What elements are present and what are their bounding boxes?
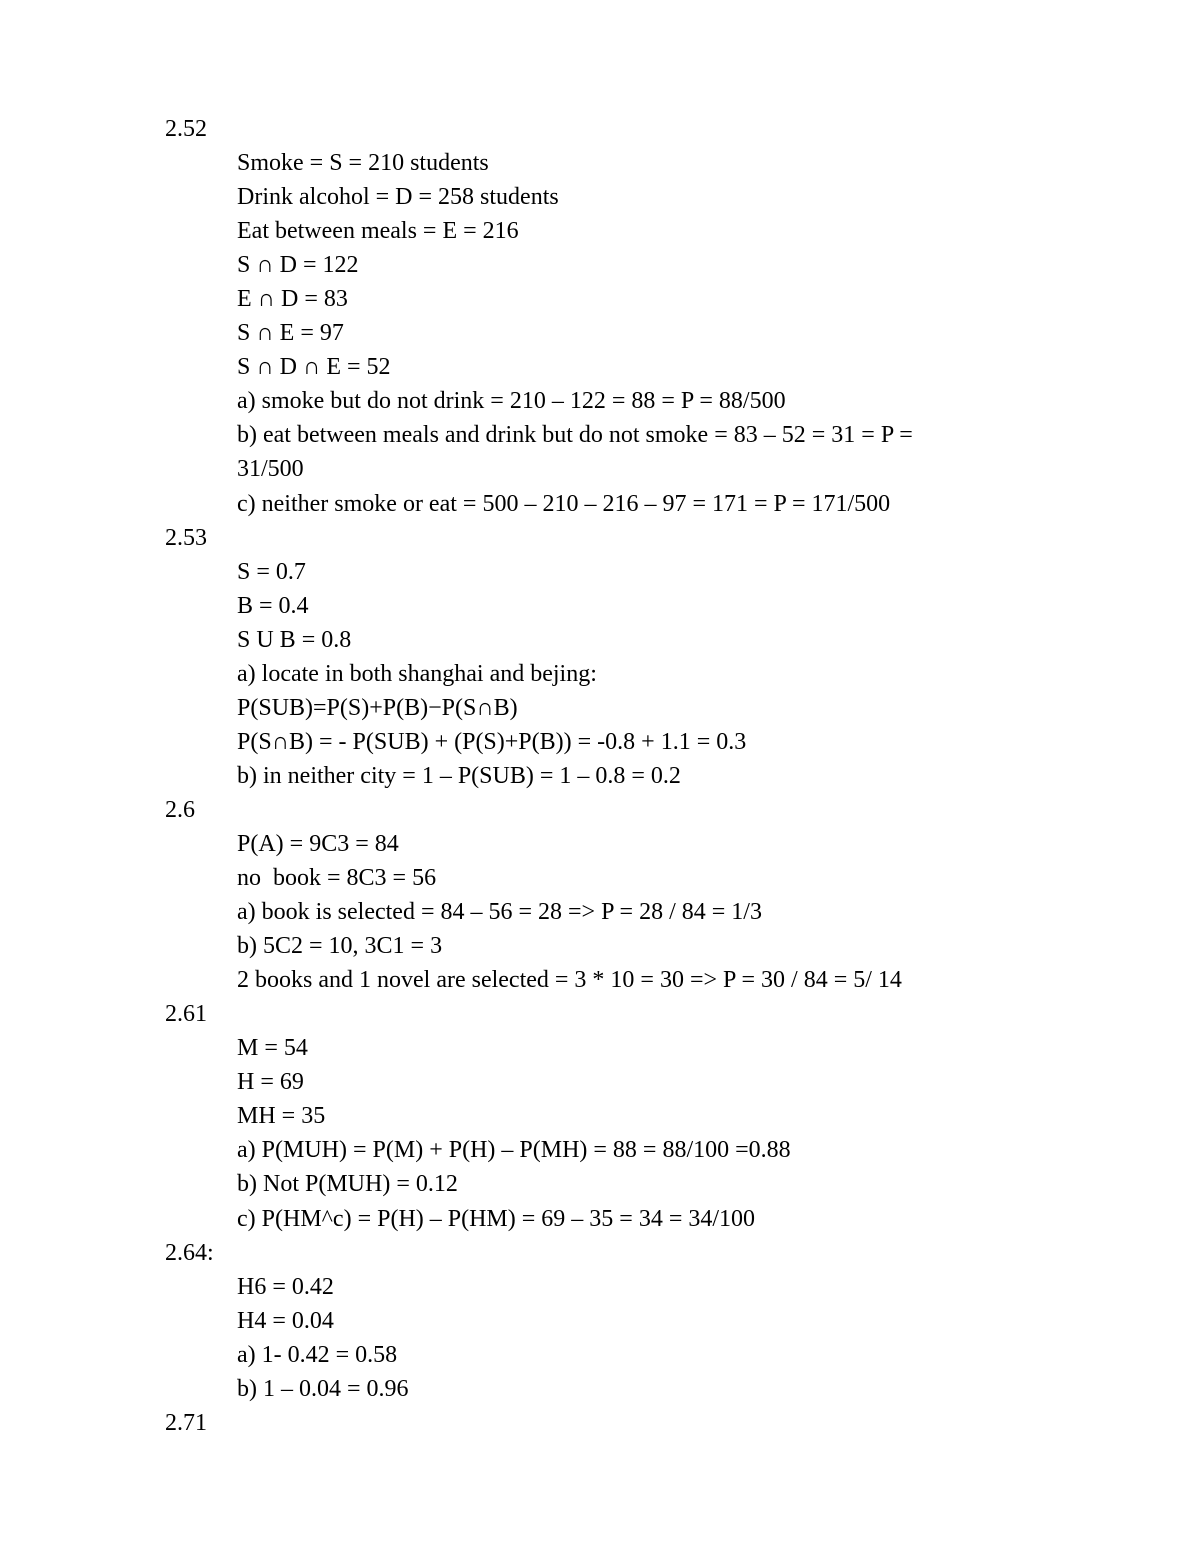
section-line: Smoke = S = 210 students	[237, 150, 489, 177]
section-line: S ∩ E = 97	[237, 320, 344, 347]
section-line: P(A) = 9C3 = 84	[237, 830, 399, 857]
section-heading: 2.6	[165, 796, 195, 823]
section-line: Eat between meals = E = 216	[237, 218, 519, 245]
section-line: H4 = 0.04	[237, 1307, 334, 1334]
section-line: P(S∩B) = - P(SUB) + (P(S)+P(B)) = -0.8 + 1.1 = 0.3	[237, 728, 747, 755]
section-line: a) smoke but do not drink = 210 – 122 = 88 = P = 88/500	[237, 388, 786, 415]
section-line: M = 54	[237, 1035, 308, 1062]
section-line: MH = 35	[237, 1103, 326, 1130]
section-line: P(SUB)=P(S)+P(B)−P(S∩B)	[237, 694, 518, 721]
section-line: S U B = 0.8	[237, 626, 352, 653]
section-line: b) Not P(MUH) = 0.12	[237, 1171, 458, 1198]
section-heading: 2.71	[165, 1409, 207, 1436]
section-line: B = 0.4	[237, 592, 309, 619]
section-heading: 2.61	[165, 1001, 207, 1028]
section-line: b) 1 – 0.04 = 0.96	[237, 1375, 409, 1402]
section-line: a) locate in both shanghai and bejing:	[237, 660, 597, 687]
section-heading: 2.64:	[165, 1239, 214, 1266]
document-body	[0, 112, 1200, 1440]
section-line: 31/500	[237, 456, 304, 483]
section-line: a) P(MUH) = P(M) + P(H) – P(MH) = 88 = 88/100 =0.88	[237, 1137, 791, 1164]
section-line: H6 = 0.42	[237, 1273, 334, 1300]
section-line: S ∩ D ∩ E = 52	[237, 354, 391, 381]
section-line: 2 books and 1 novel are selected = 3 * 10 = 30 => P = 30 / 84 = 5/ 14	[237, 967, 902, 994]
section-line: S = 0.7	[237, 558, 306, 585]
section-line: b) in neither city = 1 – P(SUB) = 1 – 0.8 = 0.2	[237, 762, 681, 789]
section-line: a) 1- 0.42 = 0.58	[237, 1341, 398, 1368]
section-line: a) book is selected = 84 – 56 = 28 => P = 28 / 84 = 1/3	[237, 899, 762, 926]
section-line: b) eat between meals and drink but do not smoke = 83 – 52 = 31 = P =	[237, 422, 913, 449]
section-line: c) P(HM^c) = P(H) – P(HM) = 69 – 35 = 34 = 34/100	[237, 1205, 756, 1232]
section-line: H = 69	[237, 1069, 304, 1096]
section-line: S ∩ D = 122	[237, 252, 359, 279]
section-line: b) 5C2 = 10, 3C1 = 3	[237, 933, 443, 960]
section-line: no book = 8C3 = 56	[237, 865, 437, 892]
section-line: E ∩ D = 83	[237, 286, 348, 313]
section-line: c) neither smoke or eat = 500 – 210 – 216 – 97 = 171 = P = 171/500	[237, 490, 891, 517]
section-heading: 2.53	[165, 524, 207, 551]
section-heading: 2.52	[165, 116, 207, 142]
section-line: Drink alcohol = D = 258 students	[237, 184, 559, 211]
